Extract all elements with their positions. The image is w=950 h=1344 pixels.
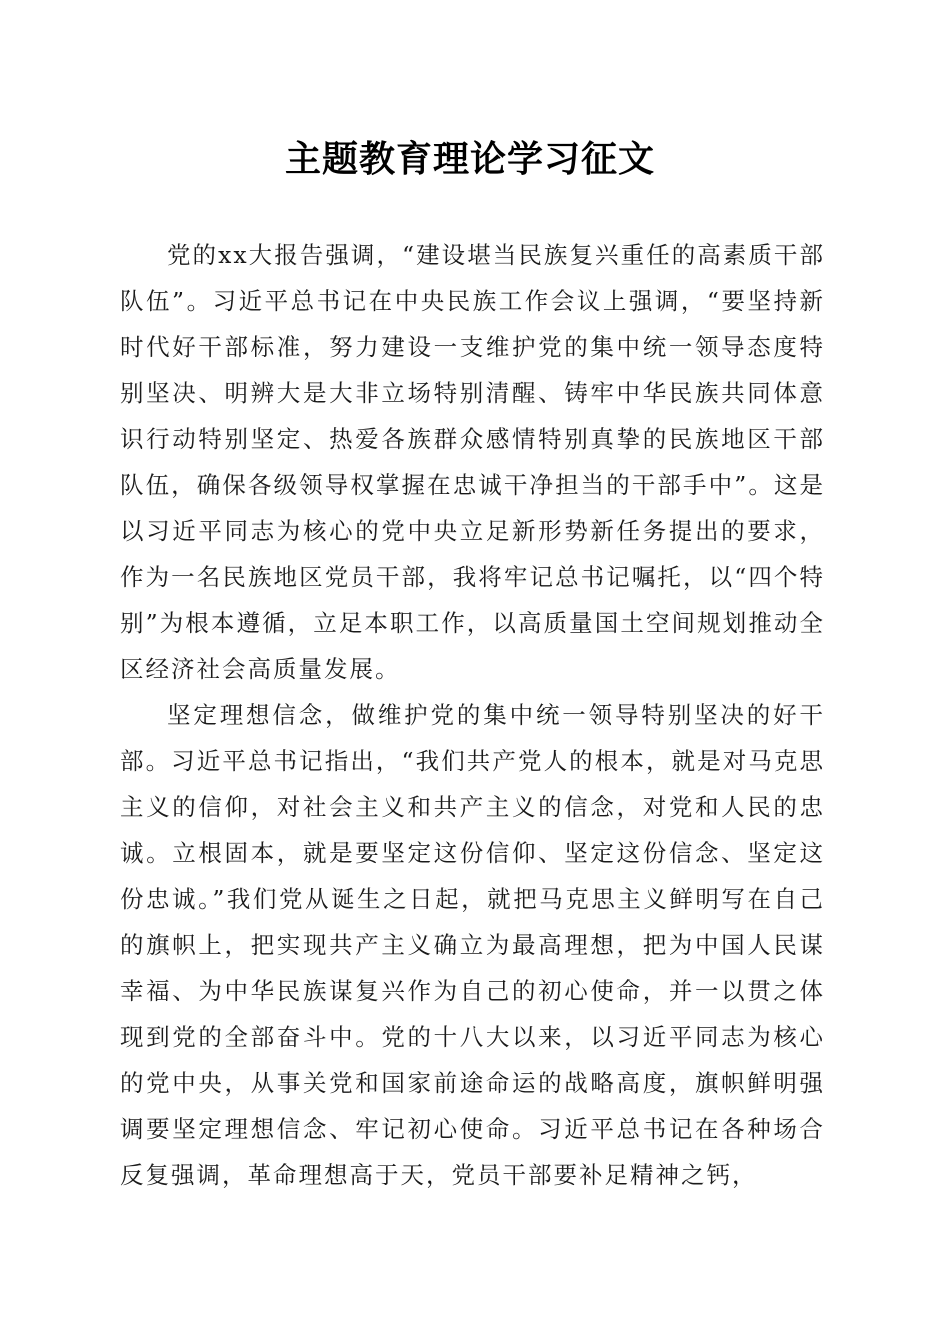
paragraph-1: 党的xx大报告强调，“建设堪当民族复兴重任的高素质干部队伍”。习近平总书记在中央民族工作会议上强调，“要坚持新时代好干部标准，努力建设一支维护党的集中统一领导态度特别坚决、明辨大是大非立场特别清醒、铸牢中华民族共同体意识行动特别坚定、热爱各族群众感情特别真挚的民族地区干部队伍，确保各级领导权掌握在忠诚干净担当的干部手中”。这是以习近平同志为核心的党中央立足新形势新任务提出的要求，作为一名民族地区党员干部，我将牢记总书记嘱托，以“四个特别”为根本遵循，立足本职工作，以高质量国土空间规划推动全区经济社会高质量发展。	[120, 241, 825, 683]
document-title: 主题教育理论学习征文	[284, 138, 655, 180]
paragraph-2: 坚定理想信念，做维护党的集中统一领导特别坚决的好干部。习近平总书记指出，“我们共产党人的根本，就是对马克思主义的信仰，对社会主义和共产主义的信念，对党和人民的忠诚。立根固本，就是要坚定这份信仰、坚定这份信念、坚定这份忠诚。”我们党从诞生之日起，就把马克思主义鲜明写在自己的旗帜上，把实现共产主义确立为最高理想，把为中国人民谋幸福、为中华民族谋复兴作为自己的初心使命，并一以贯之体现到党的全部奋斗中。党的十八大以来，以习近平同志为核心的党中央，从事关党和国家前途命运的战略高度，旗帜鲜明强调要坚定理想信念、牢记初心使命。习近平总书记在各种场合反复强调，革命理想高于天，党员干部要补足精神之钙，	[120, 701, 825, 1189]
document-body	[120, 232, 825, 1198]
